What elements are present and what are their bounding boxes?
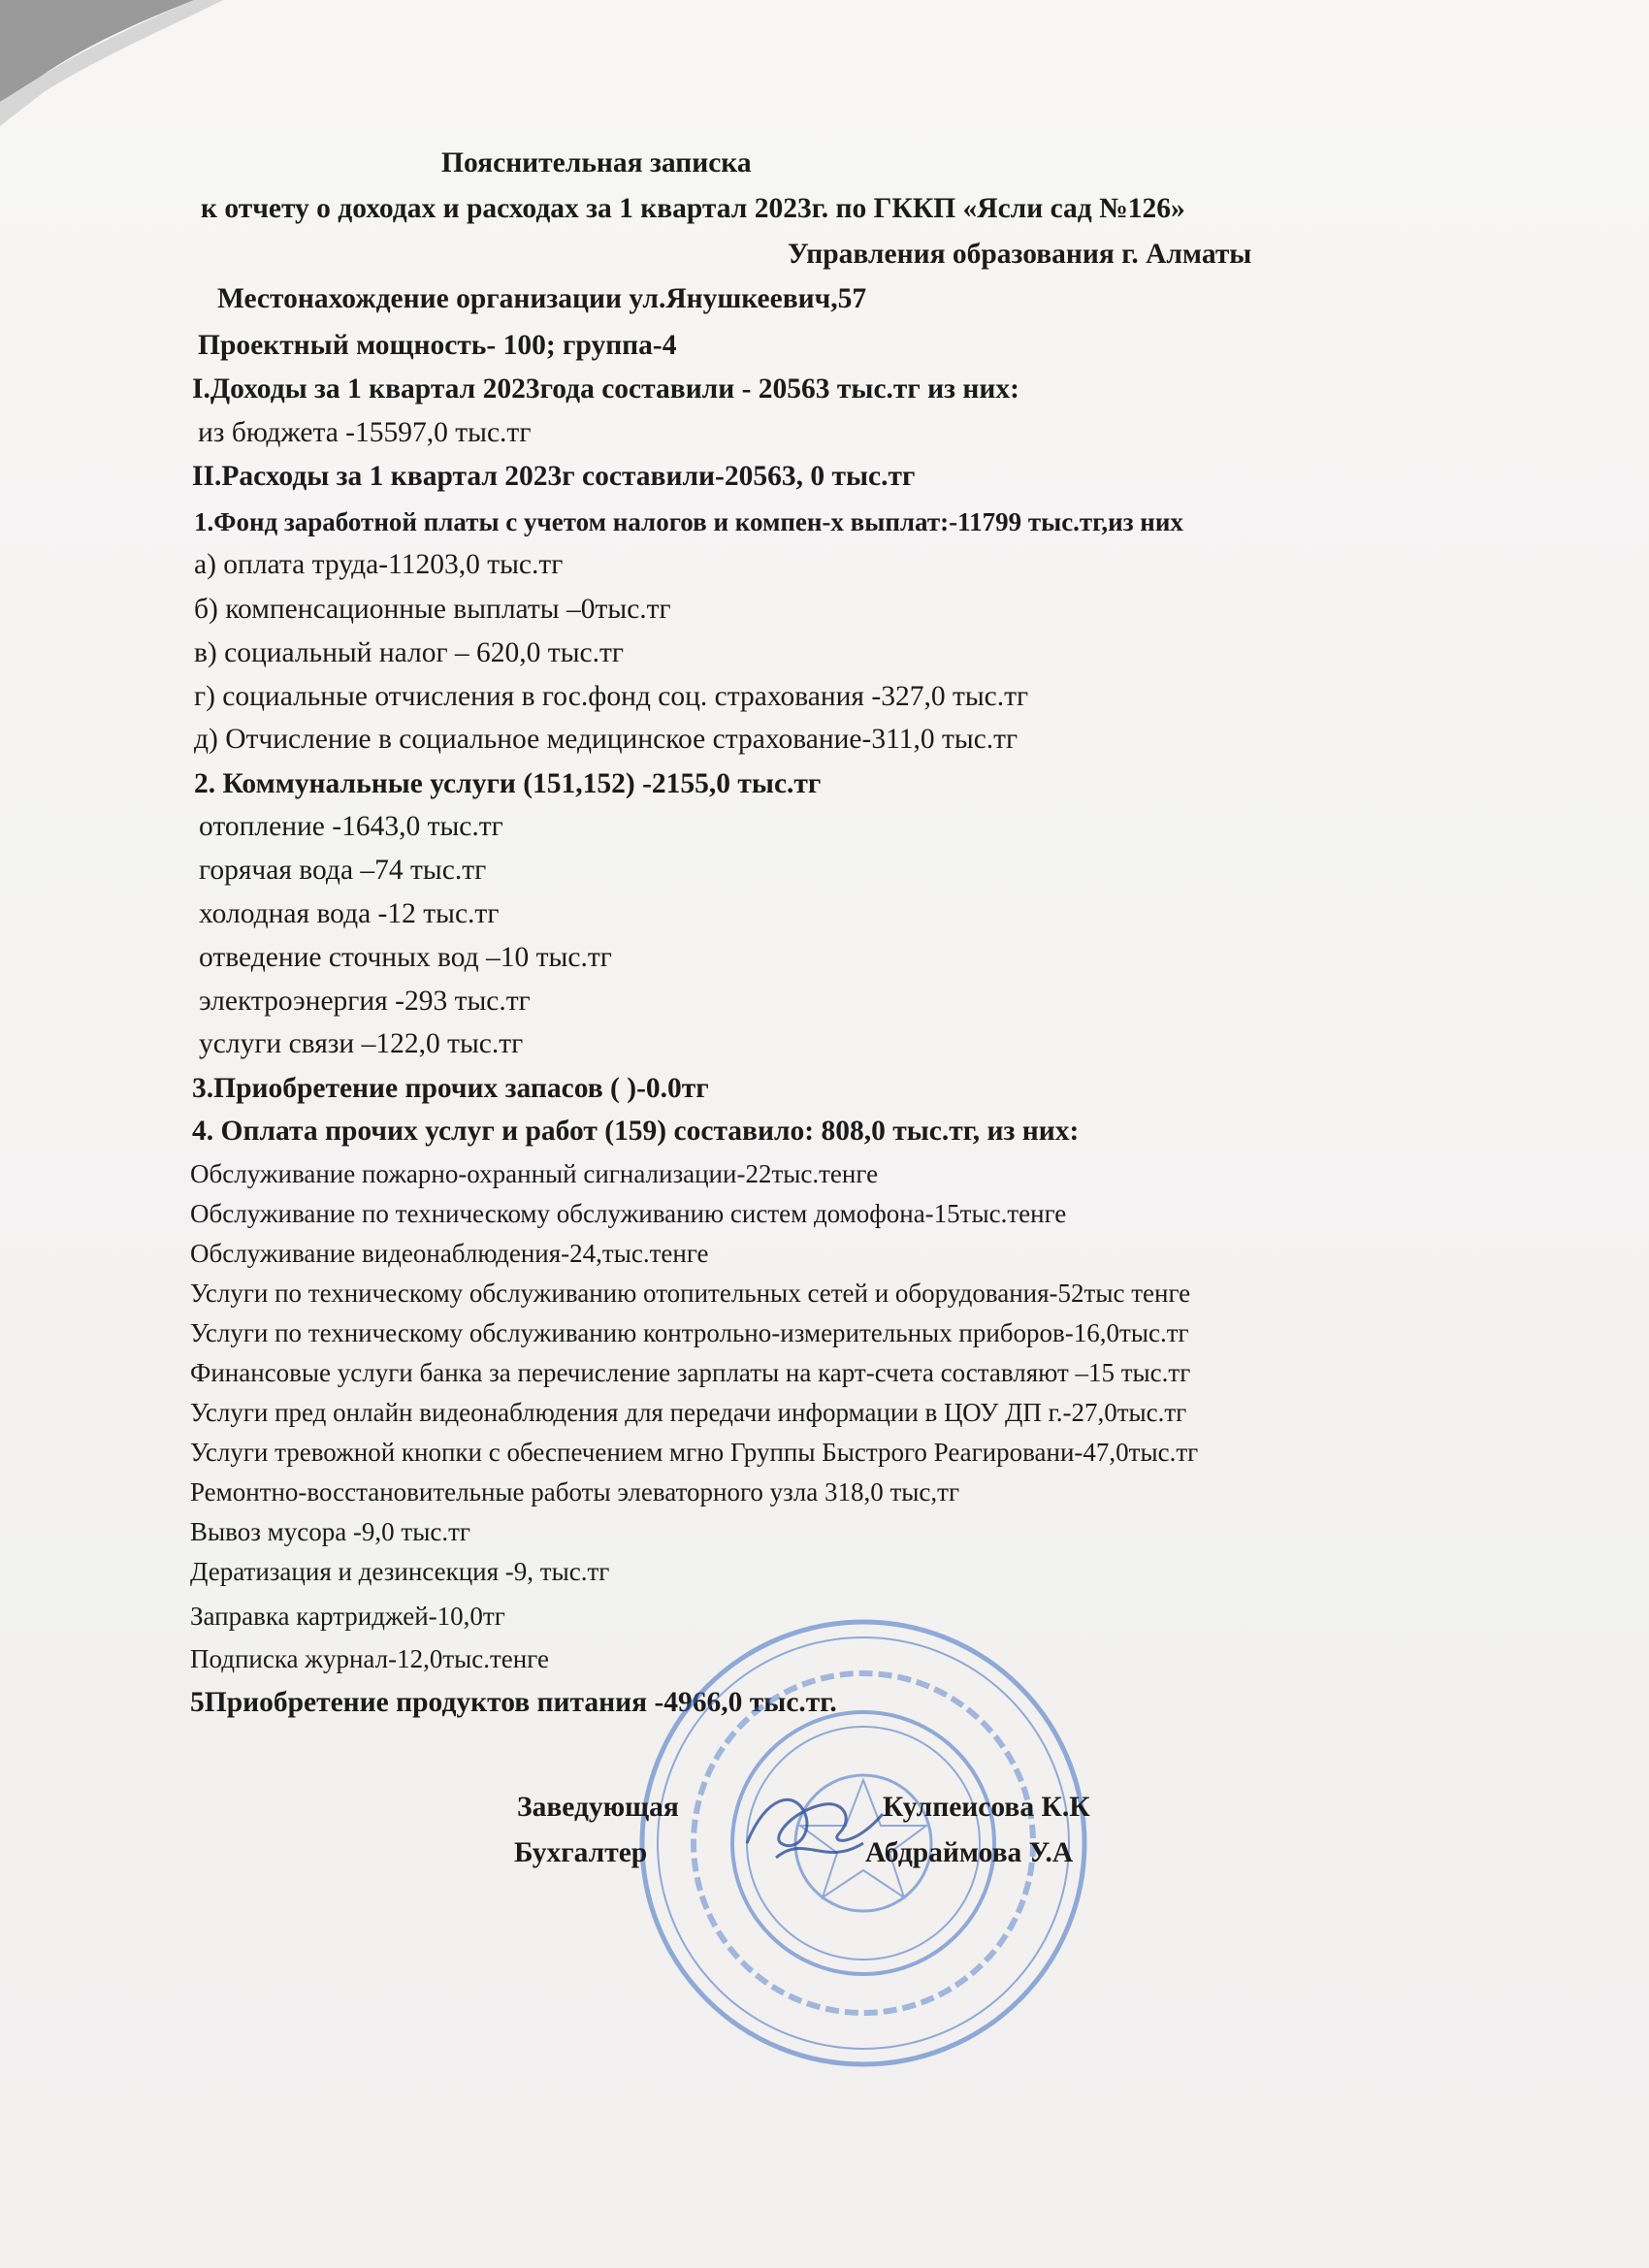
- expenses-heading: II.Расходы за 1 квартал 2023г составили-20563, 0 тыс.тг: [192, 461, 916, 492]
- head-name: Кулпеисова К.К: [883, 1792, 1090, 1823]
- utilities-item: услуги связи –122,0 тыс.тг: [199, 1028, 524, 1059]
- income-budget: из бюджета -15597,0 тыс.тг: [198, 417, 532, 448]
- service-item: Услуги пред онлайн видеонаблюдения для передачи информации в ЦОУ ДП г.-27,0тыс.тг: [190, 1398, 1187, 1427]
- head-label: Заведующая: [517, 1792, 679, 1823]
- utilities-item: отведение сточных вод –10 тыс.тг: [199, 942, 612, 973]
- scan-corner-shadow: [0, 0, 1649, 136]
- document-title: Пояснительная записка: [441, 147, 752, 178]
- utilities-item: горячая вода –74 тыс.тг: [199, 855, 487, 886]
- utilities-item: отопление -1643,0 тыс.тг: [199, 811, 503, 842]
- service-item: Услуги тревожной кнопки с обеспечением мгно Группы Быстрого Реагировани-47,0тыс.тг: [190, 1438, 1199, 1467]
- service-item: Обслуживание пожарно-охранный сигнализации-22тыс.тенге: [190, 1159, 879, 1188]
- payroll-item: г) социальные отчисления в гос.фонд соц. страхования -327,0 тыс.тг: [194, 681, 1029, 712]
- service-item: Подписка журнал-12,0тыс.тенге: [190, 1644, 549, 1673]
- service-item: Заправка картриджей-10,0тг: [190, 1602, 505, 1631]
- service-item: Обслуживание по техническому обслуживанию систем домофона-15тыс.тенге: [190, 1199, 1067, 1228]
- payroll-item: в) социальный налог – 620,0 тыс.тг: [194, 637, 624, 668]
- service-item: Услуги по техническому обслуживанию контрольно-измерительных приборов-16,0тыс.тг: [190, 1318, 1189, 1347]
- accountant-label: Бухгалтер: [514, 1837, 648, 1868]
- payroll-item: д) Отчисление в социальное медицинское страхование-311,0 тыс.тг: [194, 724, 1018, 755]
- authority-line: Управления образования г. Алматы: [788, 239, 1252, 270]
- utilities-item: электроэнергия -293 тыс.тг: [199, 986, 531, 1017]
- supplies-line: 3.Приобретение прочих запасов ( )-0.0тг: [192, 1073, 709, 1104]
- service-item: Вывоз мусора -9,0 тыс.тг: [190, 1517, 470, 1546]
- accountant-name: Абдраймова У.А: [865, 1837, 1074, 1868]
- service-item: Ремонтно-восстановительные работы элеваторного узла 318,0 тыс,тг: [190, 1477, 960, 1507]
- capacity-line: Проектный мощность- 100; группа-4: [198, 330, 677, 361]
- payroll-item: а) оплата труда-11203,0 тыс.тг: [194, 549, 564, 580]
- food-line: 5Приобретение продуктов питания -4966,0 тыс.тг.: [190, 1687, 837, 1718]
- service-item: Финансовые услуги банка за перечисление зарплаты на карт-счета составляют –15 тыс.тг: [190, 1358, 1191, 1387]
- utilities-heading: 2. Коммунальные услуги (151,152) -2155,0 тыс.тг: [194, 768, 822, 799]
- location-line: Местонахождение организации ул.Янушкеевич,57: [217, 283, 867, 314]
- income-heading: I.Доходы за 1 квартал 2023года составили - 20563 тыс.тг из них:: [192, 373, 1019, 405]
- service-item: Услуги по техническому обслуживанию отопительных сетей и оборудования-52тыс тенге: [190, 1279, 1191, 1308]
- services-heading: 4. Оплата прочих услуг и работ (159) составило: 808,0 тыс.тг, из них:: [192, 1116, 1080, 1147]
- service-item: Дератизация и дезинсекция -9, тыс.тг: [190, 1557, 610, 1586]
- payroll-heading: 1.Фонд заработной платы с учетом налогов и компен-х выплат:-11799 тыс.тг,из них: [194, 507, 1183, 536]
- payroll-item: б) компенсационные выплаты –0тыс.тг: [194, 594, 671, 625]
- utilities-item: холодная вода -12 тыс.тг: [199, 898, 500, 929]
- document-subtitle: к отчету о доходах и расходах за 1 квартал 2023г. по ГККП «Ясли сад №126»: [201, 193, 1185, 224]
- service-item: Обслуживание видеонаблюдения-24,тыс.тенге: [190, 1239, 709, 1268]
